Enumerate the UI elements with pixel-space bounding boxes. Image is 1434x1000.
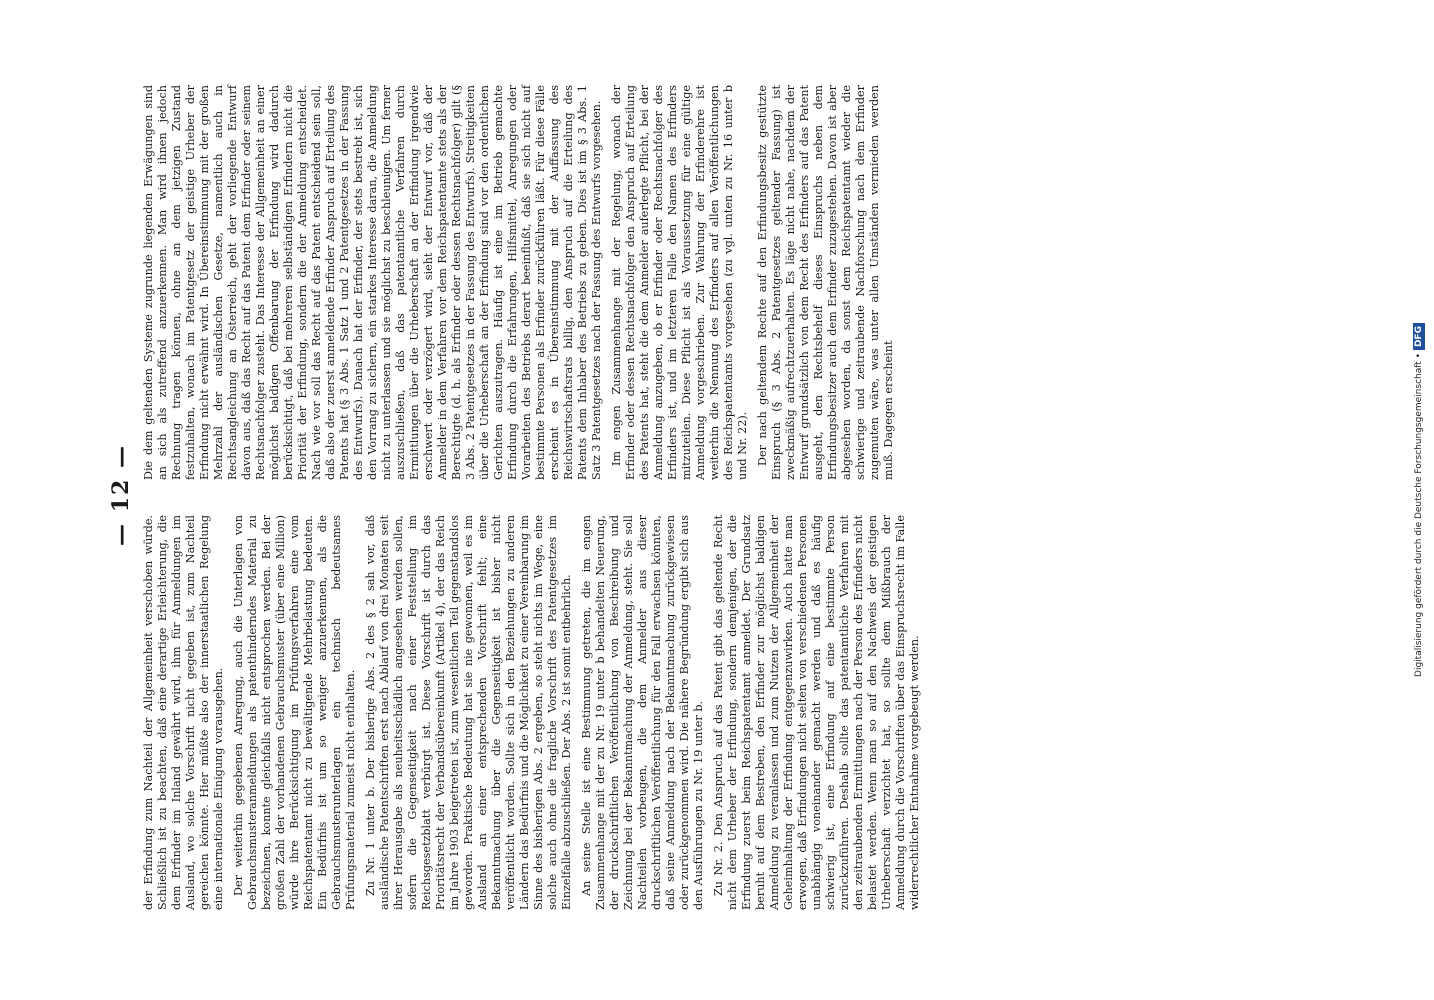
paragraph: der Erfindung zum Nachteil der Allgemeinheit verschoben würde. Schließlich ist zu beachten, daß eine derartige Erleichterung, die dem Erfinder im Inland gewährt wird, ihm für Anmeldungen im Ausland, wo solche Vorschrift nicht gegeben ist, zum Nachteil gereichen könnte. Hier müßte also der innerstaatlichen Regelung eine internationale Einigung vorausgehen. [142, 515, 225, 910]
paragraph: Zu Nr. 1 unter b. Der bisherige Abs. 2 des § 2 sah vor, daß ausländische Patentschriften erst nach Ablauf von drei Monaten seit ihrer Herausgabe als neuheitsschädlich angesehen werden sollen, sofern die Gegenseitigkeit nach einer Feststellung im Reichsgesetzblatt verbürgt ist. Diese Vorschrift ist durch das Prioritätsrecht der Verbandsübereinkunft (Artikel 4), der das Reich im Jahre 1903 beigetreten ist, zum wesentlichen Teil gegenstandslos geworden. Praktische Bedeutung hat sie nie gewonnen, weil es im Ausland an einer entsprechenden Vorschrift fehlt; eine Bekanntmachung über die Gegenseitigkeit ist bisher nicht veröffentlicht worden. Sollte sich in den Beziehungen zu anderen Ländern das Bedürfnis und die Möglichkeit zu einer Vereinbarung im Sinne des bisherigen Abs. 2 ergeben, so steht nichts im Wege, eine solche auch ohne die fragliche Vorschrift des Patentgesetzes im Einzelfalle abzuschließen. Der Abs. 2 ist somit entbehrlich. [364, 515, 573, 910]
paragraph: An seine Stelle ist eine Bestimmung getreten, die im engen Zusammenhange mit der zu Nr. 19 unter b behandelten Neuerung, der druckschriftlichen Veröffentlichung von Beschreibung und Zeichnung bei der Bekanntmachung der Anmeldung, steht. Sie soll Nachteilen vorbeugen, die dem Anmelder aus dieser druckschriftlichen Veröffentlichung für den Fall erwachsen könnten, daß seine Anmeldung nach der Bekanntmachung zurückgewiesen oder zurückgenommen wird. Die nähere Begründung ergibt sich aus den Ausführungen zu Nr. 19 unter b. [580, 515, 705, 910]
digitization-credit [1408, 0, 1430, 1000]
dfg-logo: DFG [1413, 323, 1425, 350]
right-column [142, 85, 902, 480]
paragraph: Der weiterhin gegebenen Anregung, auch die Unterlagen von Gebrauchsmusteranmeldungen als patenthinderndes Material zu bezeichnen, konnte gleichfalls nicht entsprochen werden. Bei der großen Zahl der vorhandenen Gebrauchsmuster (über eine Million) würde ihre Berücksichtigung im Prüfungsverfahren eine vom Reichspatentamt nicht zu bewältigende Mehrbelastung bedeuten. Ein Bedürfnis ist um so weniger anzuerkennen, als die Gebrauchsmusterunterlagen ein technisch bedeutsames Prüfungsmaterial zumeist nicht enthalten. [232, 515, 357, 910]
credit-text: Digitalisierung gefördert durch die Deutsche Forschungsgemeinschaft • [1414, 353, 1424, 677]
rotated-page-content [100, 80, 1330, 910]
paragraph: Die dem geltenden Systeme zugrunde liegenden Erwägungen sind an sich als zutreffend anzuerkennen. Man wird ihnen jedoch Rechnung tragen können, ohne an dem jetzigen Zustand festzuhalten, wonach im Patentgesetz der geistige Urheber der Erfindung nicht erwähnt wird. In Übereinstimmung mit der großen Mehrzahl der ausländischen Gesetze, namentlich auch in Rechtsangleichung an Österreich, geht der vorliegende Entwurf davon aus, daß das Recht auf das Patent dem Erfinder oder seinem Rechtsnachfolger zusteht. Das Interesse der Allgemeinheit an einer möglichst baldigen Offenbarung der Erfindung wird dadurch berücksichtigt, daß bei mehreren selbständigen Erfindern nicht die Priorität der Erfindung, sondern die der Anmeldung entscheidet. Nach wie vor soll das Recht auf das Patent entscheidend sein soll, daß also der zuerst anmeldende Erfinder Anspruch auf Erteilung des Patents hat (§ 3 Abs. 1 Satz 1 und 2 Patentgesetzes in der Fassung des Entwurfs). Danach hat der Erfinder, der stets bestrebt ist, sich den Vorrang zu sichern, ein starkes Interesse daran, die Anmeldung nicht zu unterlassen und sie möglichst zu beschleunigen. Um ferner auszuschließen, daß das patentamtliche Verfahren durch Ermittlungen über die Urheberschaft an der Erfindung irgendwie erschwert oder verzögert wird, sieht der Entwurf vor, daß der Anmelder in dem Verfahren vor dem Reichspatentamte stets als der Berechtigte (d. h. als Erfinder oder dessen Rechtsnachfolger) gilt (§ 3 Abs. 2 Patentgesetzes in der Fassung des Entwurfs). Streitigkeiten über die Urheberschaft an der Erfindung sind vor den ordentlichen Gerichten auszutragen. Häufig ist eine im Betrieb gemachte Erfindung durch die Erfahrungen, Hilfsmittel, Anregungen oder Vorarbeiten des Betriebs derart beeinflußt, daß sie sich nicht auf bestimmte Personen als Erfinder zurückführen läßt. Für diese Fälle erscheint es in Übereinstimmung mit der Auffassung des Reichswirtschaftsrats billig, den Anspruch auf die Erteilung des Patents dem Inhaber des Betriebs zu geben. Dies ist im § 3 Abs. 1 Satz 3 Patentgesetzes nach der Fassung des Entwurfs vorgesehen. [142, 85, 603, 480]
left-column [142, 515, 928, 910]
paragraph: Im engen Zusammenhange mit der Regelung, wonach der Erfinder oder dessen Rechtsnachfolger den Anspruch auf Erteilung des Patents hat, steht die dem Anmelder auferlegte Pflicht, bei der Anmeldung anzugeben, ob er Erfinder oder Rechtsnachfolger des Erfinders ist, und im letzteren Falle den Namen des Erfinders mitzuteilen. Diese Pflicht ist als Voraussetzung für eine gültige Anmeldung vorgeschrieben. Zur Wahrung der Erfinderehre ist weiterhin die Nennung des Erfinders auf allen Veröffentlichungen des Reichspatentamts vorgesehen (zu vgl. unten zu Nr. 16 unter b und Nr. 22). [610, 85, 749, 480]
document-page [100, 80, 1330, 910]
paragraph: Der nach geltendem Rechte auf den Erfindungsbesitz gestützte Einspruch (§ 3 Abs. 2 Patentgesetzes geltender Fassung) ist zweckmäßig aufrechtzuerhalten. Es läge nicht nahe, nachdem der Entwurf grundsätzlich von dem Recht des Erfinders auf das Patent ausgeht, den Rechtsbehelf dieses Einspruchs neben dem Erfindungsbesitzer auch dem Erfinder zuzugestehen. Davon ist aber abgesehen worden, da sonst dem Reichspatentamt wieder die schwierige und zeitraubende Nachforschung nach dem Erfinder zugemuten wäre, was unter allen Umständen vermieden werden muß. Dagegen erscheint [756, 85, 895, 480]
paragraph: Zu Nr. 2. Den Anspruch auf das Patent gibt das geltende Recht nicht dem Urheber der Erfindung, sondern demjenigen, der die Erfindung zuerst beim Reichspatentamt anmeldet. Der Grundsatz beruht auf dem Bestreben, den Erfinder zur möglichst baldigen Anmeldung zu veranlassen und zum Nutzen der Allgemeinheit der Geheimhaltung der Erfindung entgegenzuwirken. Auch hatte man erwogen, daß Erfindungen nicht selten von verschiedenen Personen unabhängig voneinander gemacht werden und daß es häufig schwierig ist, eine Erfindung auf eine bestimmte Person zurückzuführen. Deshalb sollte das patentamtliche Verfahren mit den zeitraubenden Ermittlungen nach der Person des Erfinders nicht belastet werden. Wenn man so auf den Nachweis der geistigen Urheberschaft verzichtet hat, so sollte dem Mißbrauch der Anmeldung durch die Vorschriften über das Einspruchsrecht im Falle widerrechtlicher Entnahme vorgebeugt werden. [712, 515, 921, 910]
page-number: — 12 — [108, 444, 134, 546]
